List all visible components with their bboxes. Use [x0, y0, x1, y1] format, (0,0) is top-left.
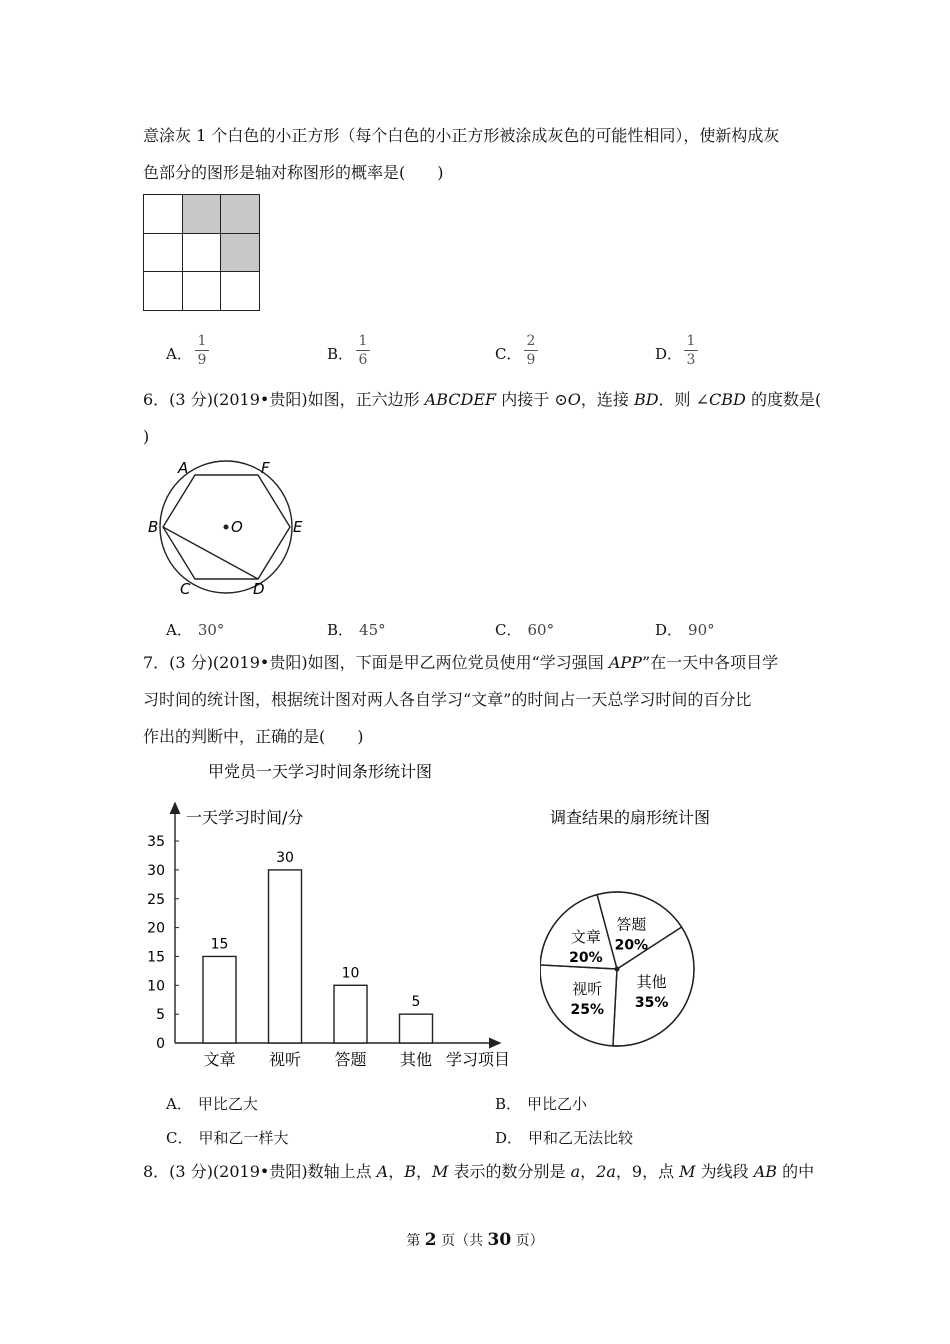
grid-cell-shaded: [220, 194, 260, 234]
q6-hexagon-figure: [140, 452, 320, 602]
q8-stem-line1: 8．(3 分)(2019•贵阳)数轴上点 A，B，M 表示的数分别是 a，2a，9，点 M 为线段 AB 的中: [143, 1162, 815, 1181]
pie-slice-name: 视听: [572, 979, 603, 998]
grid-cell: [182, 233, 222, 273]
label-b: B: [148, 518, 159, 536]
label-f: F: [261, 459, 270, 477]
bar-value-label: 15: [210, 936, 229, 953]
pie-slice-name: 答题: [616, 915, 647, 934]
q7-stem-line2: 习时间的统计图，根据统计图对两人各自学习“文章”的时间占一天总学习时间的百分比: [143, 690, 752, 709]
bar-value-label: 5: [411, 994, 421, 1011]
pie-chart-title: 调查结果的扇形统计图: [550, 808, 711, 827]
grid-cell: [143, 271, 183, 311]
y-tick-label: 20: [147, 920, 165, 937]
bar: [334, 985, 367, 1043]
label-e: E: [293, 518, 303, 536]
y-tick-label: 35: [147, 834, 165, 851]
label-o: O: [231, 518, 243, 536]
q6-option-a[interactable]: A． 30°: [166, 621, 225, 639]
q7-option-a[interactable]: A． 甲比乙大: [166, 1095, 258, 1113]
pie-slice-name: 文章: [570, 927, 601, 946]
q7-option-c[interactable]: C． 甲和乙一样大: [166, 1129, 289, 1147]
q5-option-b[interactable]: B．: [327, 345, 354, 363]
grid-cell-shaded: [220, 233, 260, 273]
q7-stem-line1: 7．(3 分)(2019•贵阳)如图，下面是甲乙两位党员使用“学习强国 APP”在一天中各项目学: [143, 653, 779, 672]
y-tick-label: 25: [147, 891, 165, 908]
q7-pie-chart: [540, 800, 740, 1060]
y-tick-label: 5: [156, 1007, 165, 1024]
x-category-label: 文章: [203, 1050, 236, 1069]
q5-stem-line1: 意涂灰 1 个白色的小正方形（每个白色的小正方形被涂成灰色的可能性相同），使新构成灰: [143, 126, 780, 145]
q5-option-c[interactable]: C．: [495, 345, 522, 363]
q5-option-c-fraction: 2 9: [524, 333, 538, 368]
x-category-label: 视听: [268, 1050, 302, 1069]
bar-value-label: 10: [341, 965, 360, 982]
label-c: C: [180, 580, 191, 598]
pie-center: [615, 967, 620, 972]
grid-cell: [143, 233, 183, 273]
label-a: A: [178, 459, 189, 477]
grid-cell: [220, 271, 260, 311]
pie-slice-name: 其他: [636, 973, 667, 992]
q7-stem-line3: 作出的判断中，正确的是( ): [143, 727, 364, 746]
grid-cell-shaded: [182, 194, 222, 234]
bar: [400, 1014, 433, 1043]
q6-stem-line2: ): [143, 427, 150, 446]
pie-slice-percent: 25%: [570, 1001, 605, 1018]
q7-option-d[interactable]: D． 甲和乙无法比较: [495, 1129, 634, 1147]
page-total: 30: [487, 1230, 512, 1250]
q6-option-d[interactable]: D． 90°: [655, 621, 715, 639]
label-d: D: [253, 580, 265, 598]
q5-option-d-fraction: 1 3: [684, 333, 698, 368]
q7-option-b[interactable]: B． 甲比乙小: [495, 1095, 588, 1113]
y-tick-label: 30: [147, 862, 165, 879]
q6-option-c[interactable]: C． 60°: [495, 621, 555, 639]
grid-cell: [143, 194, 183, 234]
y-tick-label: 10: [147, 978, 165, 995]
page-footer: 第 2 页（共 30 页）: [406, 1230, 544, 1250]
q6-option-b[interactable]: B． 45°: [327, 621, 386, 639]
q5-stem-line2: 色部分的图形是轴对称图形的概率是( ): [143, 163, 444, 182]
y-tick-label: 0: [156, 1036, 165, 1052]
bar-chart-title: 甲党员一天学习时间条形统计图: [208, 762, 433, 781]
page-number: 2: [424, 1230, 437, 1250]
bar-chart-xlabel: 学习项目: [446, 1050, 511, 1069]
q7-bar-chart: [140, 755, 530, 1075]
bar: [203, 956, 236, 1043]
bar: [269, 870, 302, 1043]
x-category-label: 其他: [399, 1050, 433, 1069]
pie-slice-percent: 35%: [634, 995, 669, 1012]
bar-chart-ylabel: 一天学习时间/分: [186, 808, 304, 827]
q5-grid-figure: [143, 194, 259, 310]
q5-option-a-fraction: 1 9: [195, 333, 209, 368]
grid-cell: [182, 271, 222, 311]
pie-slice-percent: 20%: [569, 949, 603, 966]
q5-option-d[interactable]: D．: [655, 345, 683, 363]
bar-value-label: 30: [276, 849, 294, 866]
y-tick-label: 15: [147, 949, 165, 966]
center-point: [224, 525, 229, 530]
q5-option-b-fraction: 1 6: [356, 333, 370, 368]
pie-slice-percent: 20%: [614, 937, 649, 954]
q5-option-a[interactable]: A．: [166, 345, 192, 363]
q6-stem-line1: 6．(3 分)(2019•贵阳)如图，正六边形 ABCDEF 内接于 ⊙O，连接 BD．则 ∠CBD 的度数是(: [143, 390, 822, 409]
x-category-label: 答题: [334, 1050, 367, 1069]
